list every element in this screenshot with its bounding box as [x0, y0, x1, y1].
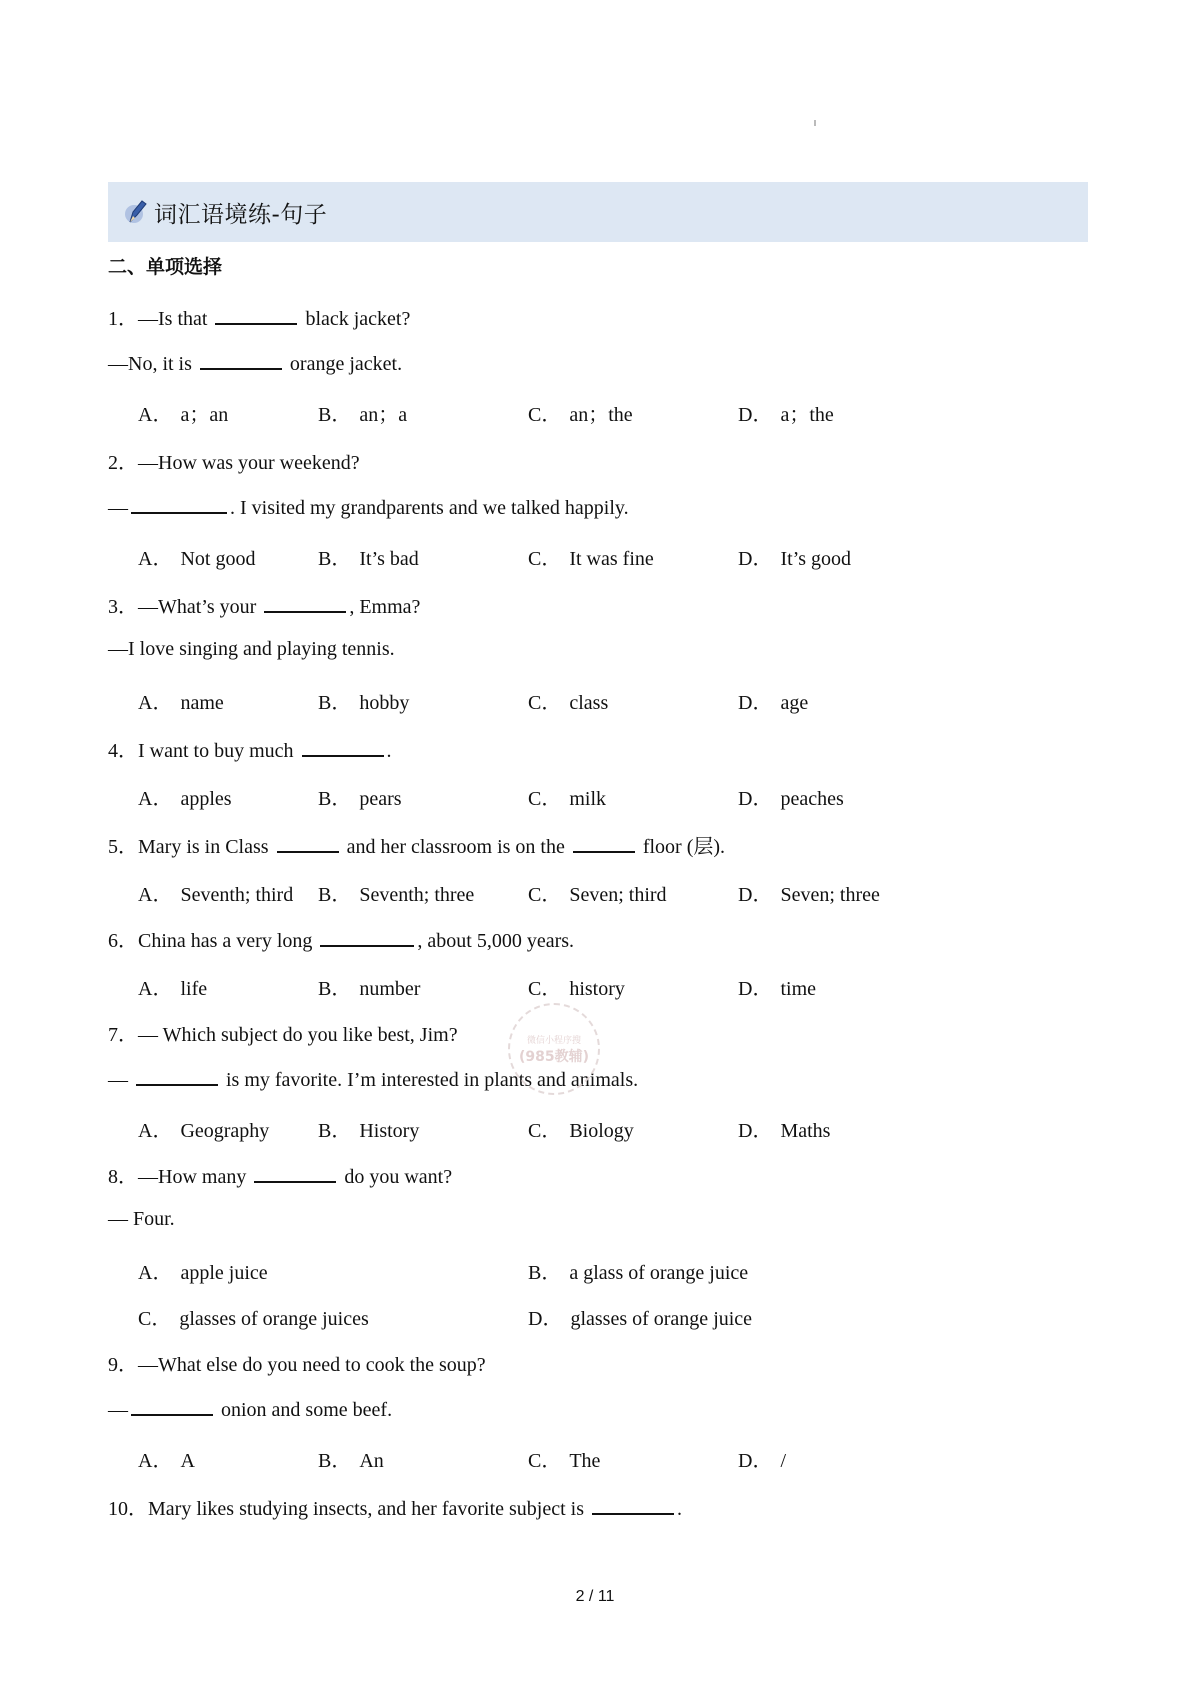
question-7-line-2: — is my favorite. I’m interested in plants and animals. — [108, 1066, 638, 1092]
option-c: C． The — [528, 1450, 601, 1472]
question-10-line-1: 10．Mary likes studying insects, and her favorite subject is . — [108, 1492, 682, 1521]
option-a: A． life — [138, 978, 208, 1000]
option-d: D． glasses of orange juice — [528, 1308, 753, 1330]
question-3-line-1: 3．—What’s your , Emma? — [108, 590, 420, 619]
question-2-line-1: 2．—How was your weekend? — [108, 452, 360, 474]
option-b: B． An — [318, 1450, 384, 1472]
option-c: C． an；the — [528, 404, 633, 426]
section-banner — [108, 182, 1088, 242]
option-d: D． Maths — [738, 1120, 831, 1142]
option-a: A． name — [138, 692, 224, 714]
option-d: D． age — [738, 692, 809, 714]
option-d: D． a；the — [738, 404, 834, 426]
watermark-stamp: 微信小程序搜 (985教辅) — [508, 1003, 600, 1095]
question-7-line-1: 7．— Which subject do you like best, Jim? — [108, 1024, 458, 1046]
option-a: A． Not good — [138, 548, 256, 570]
question-5-line-1: 5．Mary is in Class and her classroom is on the floor (层). — [108, 830, 725, 859]
option-a: A． apple juice — [138, 1262, 268, 1284]
option-b: B． an；a — [318, 404, 408, 426]
option-b: B． pears — [318, 788, 402, 810]
option-c: C． glasses of orange juices — [138, 1308, 369, 1330]
question-3-line-2: —I love singing and playing tennis. — [108, 638, 395, 660]
option-b: B． History — [318, 1120, 420, 1142]
option-c: C． Seven; third — [528, 884, 667, 906]
option-b: B． It’s bad — [318, 548, 419, 570]
option-b: B． a glass of orange juice — [528, 1262, 749, 1284]
option-b: B． hobby — [318, 692, 410, 714]
page-number: 2 / 11 — [575, 1588, 615, 1605]
answer-blank — [254, 1163, 336, 1183]
option-d: D． time — [738, 978, 816, 1000]
answer-blank — [302, 737, 384, 757]
answer-blank — [592, 1495, 674, 1515]
part-heading: 二、单项选择 — [108, 256, 223, 278]
option-c: C． Biology — [528, 1120, 634, 1142]
question-9-line-2: — onion and some beef. — [108, 1396, 392, 1422]
option-c: C． history — [528, 978, 625, 1000]
question-8-line-2: — Four. — [108, 1208, 175, 1230]
option-c: C． class — [528, 692, 609, 714]
answer-blank — [320, 927, 414, 947]
option-a: A． A — [138, 1450, 195, 1472]
option-a: A． apples — [138, 788, 232, 810]
option-a: A． Seventh; third — [138, 884, 294, 906]
option-d: D． Seven; three — [738, 884, 880, 906]
answer-blank — [136, 1066, 218, 1086]
section-title: 词汇语境练-句子 — [154, 201, 328, 228]
question-9-line-1: 9．—What else do you need to cook the soup? — [108, 1354, 486, 1376]
option-d: D． It’s good — [738, 548, 852, 570]
option-c: C． milk — [528, 788, 607, 810]
option-d: D． / — [738, 1450, 787, 1472]
question-8-line-1: 8．—How many do you want? — [108, 1160, 452, 1189]
question-2-line-2: — . I visited my grandparents and we talked happily. — [108, 494, 629, 520]
option-c: C． It was fine — [528, 548, 654, 570]
option-a: A． Geography — [138, 1120, 270, 1142]
answer-blank — [573, 833, 635, 853]
page-mark — [814, 120, 816, 126]
option-b: B． number — [318, 978, 421, 1000]
answer-blank — [215, 305, 297, 325]
question-1-line-1: 1．—Is that black jacket? — [108, 302, 410, 331]
answer-blank — [277, 833, 339, 853]
option-a: A． a；an — [138, 404, 229, 426]
answer-blank — [200, 350, 282, 370]
pencil-icon — [124, 198, 148, 226]
option-d: D． peaches — [738, 788, 844, 810]
option-b: B． Seventh; three — [318, 884, 475, 906]
question-6-line-1: 6．China has a very long , about 5,000 years. — [108, 924, 574, 953]
question-4-line-1: 4．I want to buy much . — [108, 734, 392, 763]
question-1-line-2: —No, it is orange jacket. — [108, 350, 402, 376]
answer-blank — [264, 593, 346, 613]
answer-blank — [131, 1396, 213, 1416]
answer-blank — [131, 494, 227, 514]
